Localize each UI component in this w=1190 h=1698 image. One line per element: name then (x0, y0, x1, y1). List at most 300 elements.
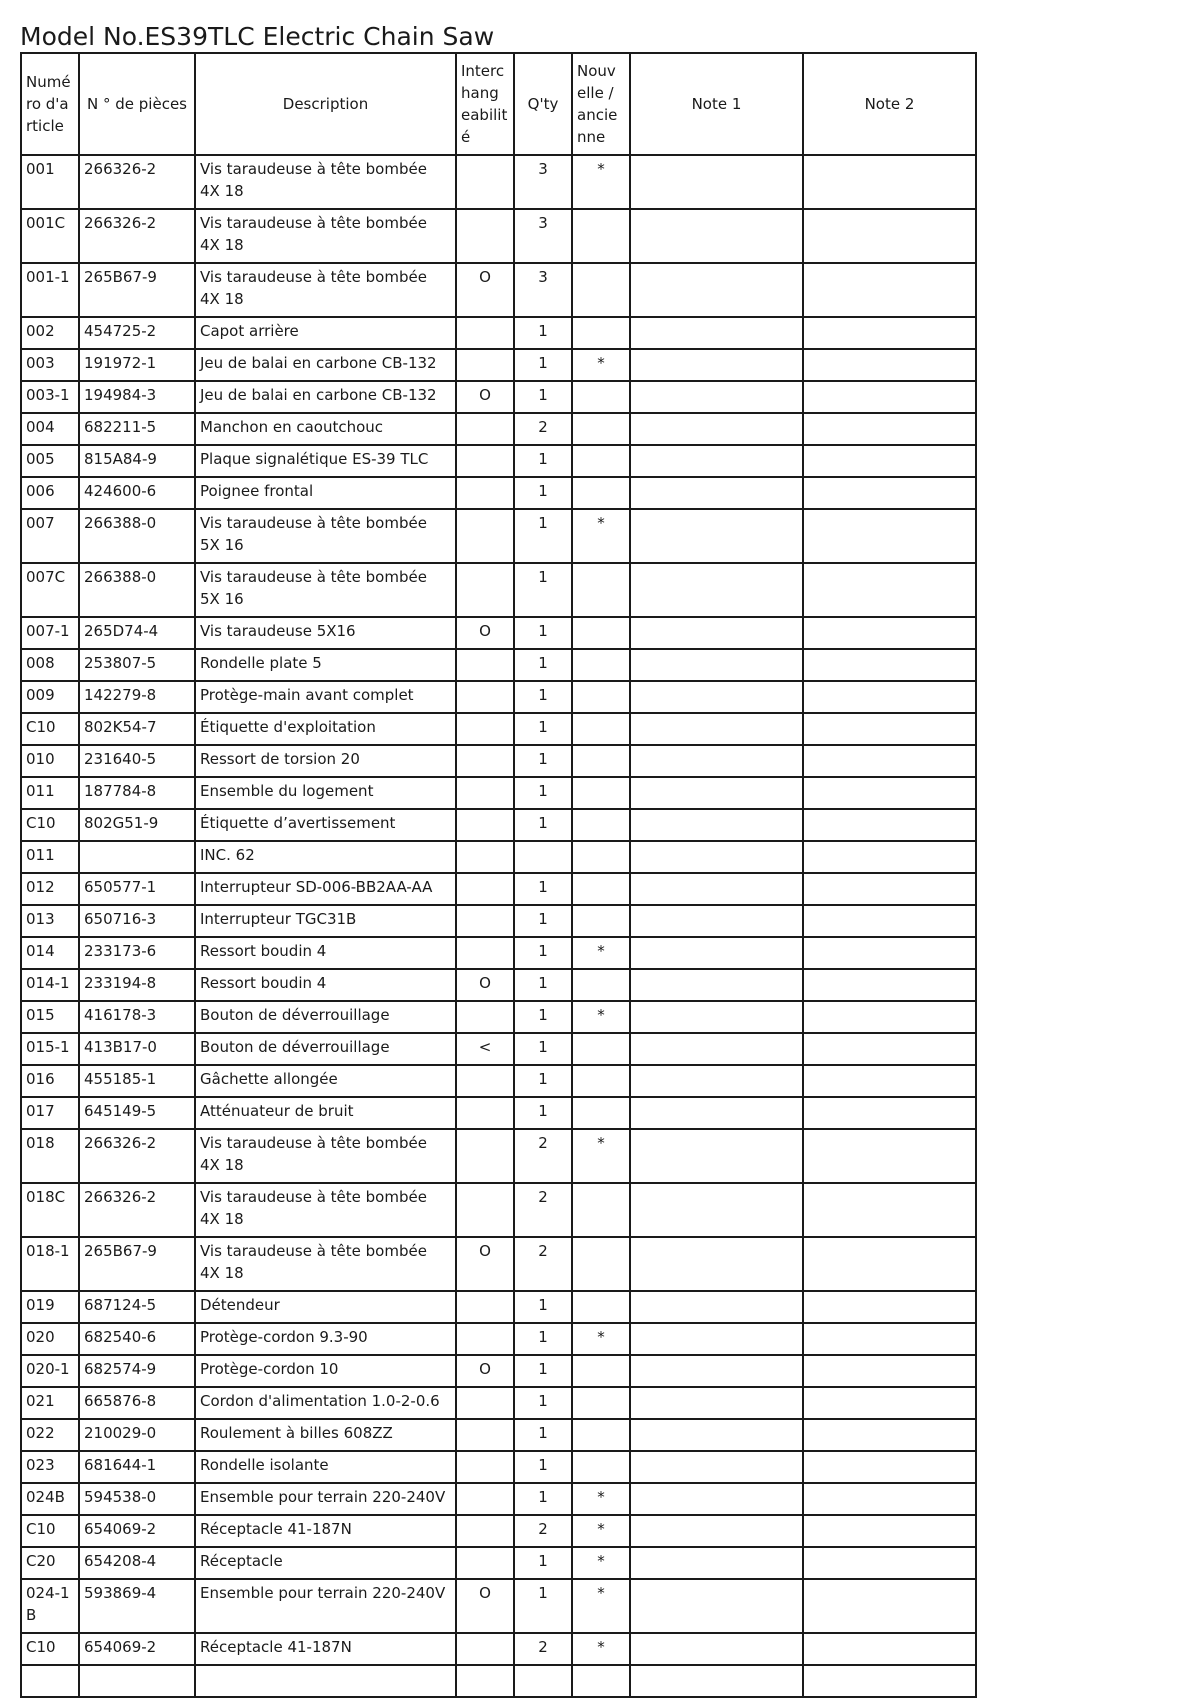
cell-note-1 (630, 937, 803, 969)
cell-description: INC. 62 (195, 841, 456, 873)
cell-note-1 (630, 1547, 803, 1579)
cell-interchangeability (456, 841, 514, 873)
cell-quantity: 3 (514, 209, 572, 263)
cell-note-1 (630, 413, 803, 445)
table-row (21, 937, 976, 969)
cell-note-1 (630, 1237, 803, 1291)
header-description: Description (195, 53, 456, 155)
cell-note-2 (803, 1515, 976, 1547)
cell-item-number: 014 (21, 937, 79, 969)
cell-part-number: 654069-2 (79, 1633, 195, 1665)
table-row (21, 1291, 976, 1323)
cell-note-1 (630, 155, 803, 209)
cell-new-old (572, 841, 630, 873)
cell-item-number (21, 1665, 79, 1697)
cell-item-number: 022 (21, 1419, 79, 1451)
cell-description: Ensemble pour terrain 220-240V (195, 1483, 456, 1515)
cell-item-number: 023 (21, 1451, 79, 1483)
cell-note-2 (803, 1097, 976, 1129)
cell-interchangeability (456, 563, 514, 617)
cell-note-1 (630, 841, 803, 873)
table-row (21, 617, 976, 649)
cell-quantity: 2 (514, 1129, 572, 1183)
cell-item-number: 021 (21, 1387, 79, 1419)
table-row (21, 317, 976, 349)
cell-item-number: 001C (21, 209, 79, 263)
cell-description: Jeu de balai en carbone CB-132 (195, 349, 456, 381)
cell-note-1 (630, 1515, 803, 1547)
cell-new-old (572, 381, 630, 413)
table-row (21, 1665, 976, 1697)
cell-part-number: 187784-8 (79, 777, 195, 809)
cell-note-1 (630, 381, 803, 413)
cell-note-1 (630, 809, 803, 841)
cell-description: Réceptacle 41-187N (195, 1515, 456, 1547)
table-row (21, 413, 976, 445)
cell-new-old (572, 1387, 630, 1419)
cell-description: Étiquette d’avertissement (195, 809, 456, 841)
cell-note-1 (630, 873, 803, 905)
cell-quantity: 1 (514, 617, 572, 649)
cell-part-number: 650577-1 (79, 873, 195, 905)
cell-interchangeability (456, 1547, 514, 1579)
cell-new-old (572, 445, 630, 477)
cell-note-2 (803, 263, 976, 317)
cell-note-1 (630, 1001, 803, 1033)
cell-description: Cordon d'alimentation 1.0-2-0.6 (195, 1387, 456, 1419)
cell-interchangeability (456, 1291, 514, 1323)
table-row (21, 1451, 976, 1483)
cell-new-old: * (572, 1633, 630, 1665)
cell-new-old: * (572, 1579, 630, 1633)
cell-description: Jeu de balai en carbone CB-132 (195, 381, 456, 413)
cell-item-number: C10 (21, 809, 79, 841)
cell-note-1 (630, 1291, 803, 1323)
table-row (21, 263, 976, 317)
cell-part-number: 233173-6 (79, 937, 195, 969)
cell-description: Ressort boudin 4 (195, 969, 456, 1001)
cell-part-number: 682574-9 (79, 1355, 195, 1387)
cell-new-old (572, 1419, 630, 1451)
cell-description: Poignee frontal (195, 477, 456, 509)
cell-note-2 (803, 1129, 976, 1183)
cell-new-old: * (572, 1483, 630, 1515)
cell-new-old (572, 413, 630, 445)
cell-description: Ensemble du logement (195, 777, 456, 809)
cell-interchangeability (456, 1323, 514, 1355)
cell-note-1 (630, 1419, 803, 1451)
cell-quantity: 1 (514, 745, 572, 777)
cell-part-number: 650716-3 (79, 905, 195, 937)
header-part-number: N ° de pièces (79, 53, 195, 155)
cell-note-2 (803, 905, 976, 937)
cell-note-1 (630, 1129, 803, 1183)
cell-quantity: 3 (514, 155, 572, 209)
cell-quantity: 1 (514, 1065, 572, 1097)
cell-note-2 (803, 745, 976, 777)
cell-note-2 (803, 317, 976, 349)
cell-quantity: 1 (514, 1483, 572, 1515)
table-row (21, 1323, 976, 1355)
cell-interchangeability: O (456, 1579, 514, 1633)
table-row (21, 155, 976, 209)
cell-interchangeability (456, 1001, 514, 1033)
cell-item-number: 008 (21, 649, 79, 681)
cell-new-old (572, 1355, 630, 1387)
table-row (21, 777, 976, 809)
cell-note-2 (803, 777, 976, 809)
cell-description: Vis taraudeuse à tête bombée 5X 16 (195, 509, 456, 563)
cell-new-old (572, 809, 630, 841)
cell-interchangeability (456, 649, 514, 681)
cell-item-number: 004 (21, 413, 79, 445)
cell-note-2 (803, 1065, 976, 1097)
cell-quantity: 1 (514, 969, 572, 1001)
cell-part-number: 231640-5 (79, 745, 195, 777)
cell-item-number: 003-1 (21, 381, 79, 413)
cell-note-1 (630, 209, 803, 263)
cell-new-old: * (572, 1001, 630, 1033)
cell-item-number: 001 (21, 155, 79, 209)
cell-interchangeability (456, 873, 514, 905)
cell-note-2 (803, 1451, 976, 1483)
cell-interchangeability (456, 809, 514, 841)
header-item-number: Numé ro d'a rticle (21, 53, 79, 155)
cell-part-number: 233194-8 (79, 969, 195, 1001)
cell-note-1 (630, 1323, 803, 1355)
cell-part-number: 413B17-0 (79, 1033, 195, 1065)
cell-note-1 (630, 713, 803, 745)
cell-new-old (572, 1183, 630, 1237)
cell-new-old (572, 681, 630, 713)
cell-description: Capot arrière (195, 317, 456, 349)
header-new-old: Nouv elle / ancie nne (572, 53, 630, 155)
cell-note-2 (803, 681, 976, 713)
table-header-row (21, 53, 976, 155)
cell-quantity: 1 (514, 937, 572, 969)
cell-quantity: 1 (514, 349, 572, 381)
cell-description: Manchon en caoutchouc (195, 413, 456, 445)
cell-note-2 (803, 713, 976, 745)
cell-new-old: * (572, 509, 630, 563)
cell-part-number: 266388-0 (79, 563, 195, 617)
cell-item-number: 007 (21, 509, 79, 563)
cell-quantity: 1 (514, 713, 572, 745)
cell-part-number: 265B67-9 (79, 1237, 195, 1291)
cell-quantity: 2 (514, 1515, 572, 1547)
cell-part-number: 665876-8 (79, 1387, 195, 1419)
cell-note-2 (803, 445, 976, 477)
cell-item-number: 024B (21, 1483, 79, 1515)
cell-quantity: 2 (514, 1237, 572, 1291)
cell-interchangeability: O (456, 617, 514, 649)
parts-table-body (21, 155, 976, 1697)
cell-interchangeability (456, 1665, 514, 1697)
cell-part-number: 266326-2 (79, 1129, 195, 1183)
cell-interchangeability: < (456, 1033, 514, 1065)
table-row (21, 1483, 976, 1515)
table-row (21, 1065, 976, 1097)
cell-part-number: 266326-2 (79, 155, 195, 209)
cell-interchangeability (456, 155, 514, 209)
cell-description: Ensemble pour terrain 220-240V (195, 1579, 456, 1633)
cell-part-number: 681644-1 (79, 1451, 195, 1483)
cell-note-2 (803, 841, 976, 873)
cell-quantity (514, 1665, 572, 1697)
cell-new-old (572, 1097, 630, 1129)
cell-quantity: 2 (514, 1183, 572, 1237)
cell-new-old: * (572, 1547, 630, 1579)
header-interchangeability: Interc hang eabilit é (456, 53, 514, 155)
cell-new-old (572, 713, 630, 745)
cell-part-number: 815A84-9 (79, 445, 195, 477)
cell-interchangeability (456, 509, 514, 563)
cell-item-number: 010 (21, 745, 79, 777)
cell-item-number: 018 (21, 1129, 79, 1183)
cell-interchangeability: O (456, 381, 514, 413)
page-title: Model No.ES39TLC Electric Chain Saw (20, 22, 495, 51)
cell-description: Gâchette allongée (195, 1065, 456, 1097)
cell-note-1 (630, 777, 803, 809)
cell-description: Réceptacle 41-187N (195, 1633, 456, 1665)
table-row (21, 563, 976, 617)
table-row (21, 1515, 976, 1547)
cell-new-old (572, 1237, 630, 1291)
cell-quantity: 2 (514, 1633, 572, 1665)
cell-interchangeability (456, 1065, 514, 1097)
cell-item-number: 005 (21, 445, 79, 477)
cell-note-2 (803, 1387, 976, 1419)
cell-quantity: 1 (514, 1033, 572, 1065)
table-row (21, 873, 976, 905)
cell-interchangeability (456, 1451, 514, 1483)
cell-note-2 (803, 1665, 976, 1697)
cell-item-number: 011 (21, 777, 79, 809)
cell-item-number: 024-1 B (21, 1579, 79, 1633)
cell-description: Vis taraudeuse à tête bombée 4X 18 (195, 155, 456, 209)
cell-note-2 (803, 1291, 976, 1323)
cell-note-1 (630, 745, 803, 777)
table-row (21, 1633, 976, 1665)
cell-description: Vis taraudeuse 5X16 (195, 617, 456, 649)
table-row (21, 1355, 976, 1387)
cell-quantity: 2 (514, 413, 572, 445)
cell-note-1 (630, 1033, 803, 1065)
cell-new-old (572, 563, 630, 617)
header-quantity: Q'ty (514, 53, 572, 155)
cell-note-1 (630, 649, 803, 681)
cell-description: Interrupteur SD-006-BB2AA-AA (195, 873, 456, 905)
cell-item-number: C10 (21, 713, 79, 745)
table-row (21, 1183, 976, 1237)
cell-interchangeability (456, 1387, 514, 1419)
cell-note-1 (630, 1065, 803, 1097)
cell-part-number: 454725-2 (79, 317, 195, 349)
cell-quantity (514, 841, 572, 873)
cell-note-2 (803, 1033, 976, 1065)
cell-description: Vis taraudeuse à tête bombée 4X 18 (195, 209, 456, 263)
cell-part-number: 266326-2 (79, 209, 195, 263)
cell-item-number: 009 (21, 681, 79, 713)
table-row (21, 1579, 976, 1633)
cell-note-2 (803, 1183, 976, 1237)
cell-new-old (572, 477, 630, 509)
header-note-1: Note 1 (630, 53, 803, 155)
cell-description: Atténuateur de bruit (195, 1097, 456, 1129)
cell-interchangeability (456, 745, 514, 777)
cell-quantity: 1 (514, 809, 572, 841)
cell-note-2 (803, 1355, 976, 1387)
cell-item-number: 007C (21, 563, 79, 617)
cell-part-number: 191972-1 (79, 349, 195, 381)
cell-quantity: 1 (514, 1579, 572, 1633)
cell-item-number: 007-1 (21, 617, 79, 649)
cell-item-number: 012 (21, 873, 79, 905)
cell-quantity: 3 (514, 263, 572, 317)
cell-item-number: 014-1 (21, 969, 79, 1001)
cell-description: Rondelle plate 5 (195, 649, 456, 681)
table-row (21, 445, 976, 477)
cell-note-2 (803, 563, 976, 617)
cell-quantity: 1 (514, 1355, 572, 1387)
cell-item-number: 006 (21, 477, 79, 509)
cell-interchangeability (456, 681, 514, 713)
cell-part-number: 210029-0 (79, 1419, 195, 1451)
cell-new-old (572, 317, 630, 349)
table-row (21, 713, 976, 745)
cell-part-number (79, 841, 195, 873)
cell-part-number: 142279-8 (79, 681, 195, 713)
cell-part-number (79, 1665, 195, 1697)
cell-quantity: 1 (514, 381, 572, 413)
cell-quantity: 1 (514, 1001, 572, 1033)
cell-note-2 (803, 1323, 976, 1355)
cell-interchangeability (456, 713, 514, 745)
cell-note-2 (803, 1001, 976, 1033)
cell-note-2 (803, 649, 976, 681)
cell-item-number: 013 (21, 905, 79, 937)
cell-quantity: 1 (514, 1097, 572, 1129)
cell-new-old (572, 263, 630, 317)
cell-note-2 (803, 381, 976, 413)
cell-note-2 (803, 509, 976, 563)
table-row (21, 1001, 976, 1033)
cell-new-old: * (572, 349, 630, 381)
cell-interchangeability (456, 1183, 514, 1237)
cell-description: Vis taraudeuse à tête bombée 4X 18 (195, 1237, 456, 1291)
cell-part-number: 682540-6 (79, 1323, 195, 1355)
cell-interchangeability (456, 477, 514, 509)
cell-note-1 (630, 1665, 803, 1697)
cell-note-2 (803, 477, 976, 509)
cell-item-number: 015-1 (21, 1033, 79, 1065)
cell-quantity: 1 (514, 1323, 572, 1355)
cell-new-old (572, 969, 630, 1001)
cell-item-number: 015 (21, 1001, 79, 1033)
cell-interchangeability (456, 349, 514, 381)
cell-description: Protège-cordon 9.3-90 (195, 1323, 456, 1355)
cell-part-number: 265B67-9 (79, 263, 195, 317)
cell-description: Réceptacle (195, 1547, 456, 1579)
cell-new-old: * (572, 1323, 630, 1355)
cell-note-1 (630, 1633, 803, 1665)
cell-quantity: 1 (514, 1387, 572, 1419)
cell-description: Plaque signalétique ES-39 TLC (195, 445, 456, 477)
table-row (21, 1547, 976, 1579)
cell-new-old: * (572, 937, 630, 969)
cell-interchangeability (456, 317, 514, 349)
cell-quantity: 1 (514, 681, 572, 713)
cell-new-old (572, 617, 630, 649)
cell-item-number: 003 (21, 349, 79, 381)
table-row (21, 745, 976, 777)
cell-description: Protège-main avant complet (195, 681, 456, 713)
cell-description: Interrupteur TGC31B (195, 905, 456, 937)
cell-note-2 (803, 1633, 976, 1665)
cell-description: Roulement à billes 608ZZ (195, 1419, 456, 1451)
cell-note-1 (630, 905, 803, 937)
cell-interchangeability (456, 209, 514, 263)
cell-description: Détendeur (195, 1291, 456, 1323)
cell-new-old: * (572, 155, 630, 209)
table-row (21, 905, 976, 937)
table-row (21, 1387, 976, 1419)
cell-item-number: 020-1 (21, 1355, 79, 1387)
cell-interchangeability: O (456, 263, 514, 317)
cell-note-2 (803, 349, 976, 381)
cell-part-number: 266388-0 (79, 509, 195, 563)
cell-part-number: 802G51-9 (79, 809, 195, 841)
table-row (21, 1419, 976, 1451)
header-note-2: Note 2 (803, 53, 976, 155)
cell-description: Vis taraudeuse à tête bombée 4X 18 (195, 263, 456, 317)
cell-interchangeability (456, 1097, 514, 1129)
cell-new-old (572, 905, 630, 937)
cell-interchangeability (456, 1633, 514, 1665)
cell-new-old (572, 1291, 630, 1323)
cell-note-2 (803, 413, 976, 445)
cell-quantity: 1 (514, 477, 572, 509)
cell-interchangeability (456, 413, 514, 445)
cell-note-1 (630, 617, 803, 649)
cell-note-1 (630, 563, 803, 617)
cell-interchangeability (456, 1515, 514, 1547)
cell-interchangeability (456, 937, 514, 969)
cell-quantity: 1 (514, 649, 572, 681)
cell-note-2 (803, 1419, 976, 1451)
cell-description: Vis taraudeuse à tête bombée 4X 18 (195, 1129, 456, 1183)
cell-part-number: 654069-2 (79, 1515, 195, 1547)
cell-item-number: 020 (21, 1323, 79, 1355)
cell-note-2 (803, 809, 976, 841)
cell-part-number: 416178-3 (79, 1001, 195, 1033)
cell-note-1 (630, 1097, 803, 1129)
cell-note-1 (630, 263, 803, 317)
cell-new-old (572, 1065, 630, 1097)
cell-note-1 (630, 445, 803, 477)
cell-quantity: 1 (514, 1547, 572, 1579)
cell-interchangeability (456, 777, 514, 809)
cell-part-number: 424600-6 (79, 477, 195, 509)
cell-item-number: 016 (21, 1065, 79, 1097)
cell-interchangeability: O (456, 969, 514, 1001)
cell-quantity: 1 (514, 1291, 572, 1323)
cell-note-1 (630, 1483, 803, 1515)
cell-part-number: 455185-1 (79, 1065, 195, 1097)
cell-new-old (572, 777, 630, 809)
cell-part-number: 593869-4 (79, 1579, 195, 1633)
cell-item-number: 002 (21, 317, 79, 349)
